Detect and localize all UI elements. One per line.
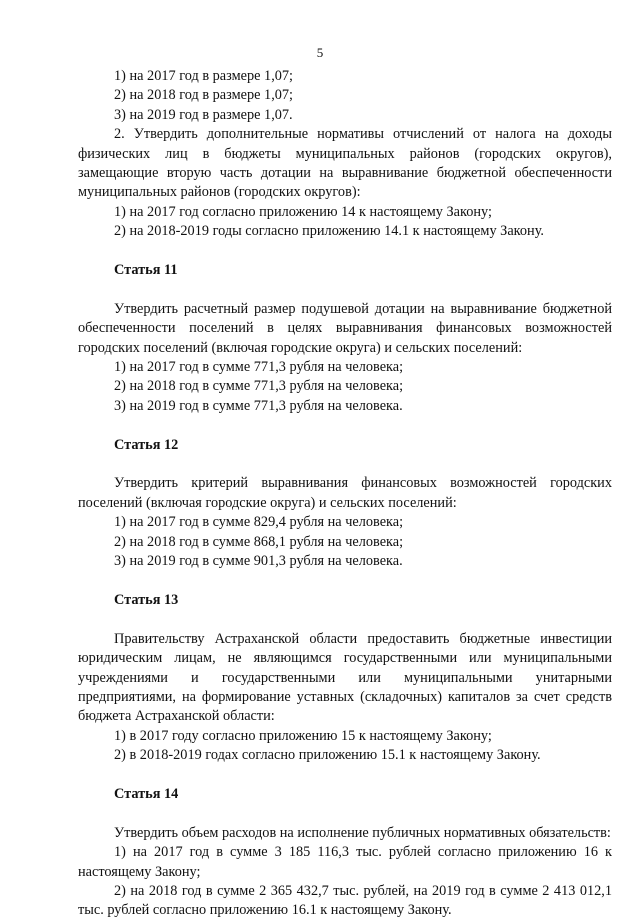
document-body [78, 67, 612, 921]
article-12-text: Утвердить критерий выравнивания финансовых возможностей городских поселений (включая городские округа) и сельских поселений: [78, 475, 612, 511]
list-item: 2) на 2018 год в сумме 771,3 рубля на человека; [114, 378, 404, 395]
page-number: 5 [316, 45, 324, 60]
list-item: 3) на 2019 год в сумме 901,3 рубля на человека. [114, 553, 403, 570]
article-13-heading: Статья 13 [114, 591, 179, 608]
list-item: 2) на 2018 год в сумме 868,1 рубля на человека; [114, 533, 404, 550]
list-item: 2) на 2018-2019 годы согласно приложению 14.1 к настоящему Закону. [114, 223, 544, 240]
list-item: 1) в 2017 году согласно приложению 15 к настоящему Закону; [114, 727, 492, 744]
list-item: 1) на 2017 год в сумме 3 185 116,3 тыс. рублей согласно приложению 16 к настоящему Закону; [78, 844, 612, 880]
list-item: 2) на 2018 год в сумме 2 365 432,7 тыс. рублей, на 2019 год в сумме 2 413 012,1 тыс. рублей согласно приложению 16.1 к настоящему Закону. [78, 882, 612, 919]
article-11-heading: Статья 11 [114, 262, 178, 279]
list-item: 2) на 2018 год в размере 1,07; [114, 87, 294, 104]
article-13-text: Правительству Астраханской области предоставить бюджетные инвестиции юридическим лицам, не являющимся государственными или муниципальными учреждениями и государственными или муниципальными унитарными предприятиями, на формирование уставных (складочных) капиталов за счет средств бюджета Астраханской области: [78, 630, 612, 725]
list-item: 3) на 2019 год в сумме 771,3 рубля на человека. [114, 397, 403, 414]
list-item: 1) на 2017 год согласно приложению 14 к настоящему Закону; [114, 203, 492, 220]
list-item: 3) на 2019 год в размере 1,07. [114, 106, 293, 123]
list-item: 1) на 2017 год в сумме 829,4 рубля на человека; [114, 514, 404, 531]
article-12-heading: Статья 12 [114, 436, 179, 453]
list-item: 1) на 2017 год в сумме 771,3 рубля на человека; [114, 359, 404, 376]
article-14-text: Утвердить объем расходов на исполнение публичных нормативных обязательств: [114, 824, 611, 841]
list-item: 1) на 2017 год в размере 1,07; [114, 68, 294, 84]
list-item: 2) в 2018-2019 годах согласно приложению 15.1 к настоящему Закону. [114, 747, 541, 764]
article-14-heading: Статья 14 [114, 785, 179, 802]
paragraph-item-2: 2. Утвердить дополнительные нормативы отчислений от налога на доходы физических лиц в бюджеты муниципальных районов (городских округов), замещающие вторую часть дотации на выравнивание бюджетной обеспеченности муниципальных районов (городских округов): [78, 126, 612, 201]
article-11-text: Утвердить расчетный размер подушевой дотации на выравнивание бюджетной обеспеченности поселений в целях выравнивания финансовых возможностей городских поселений (включая городские округа) и сельских поселений: [78, 300, 612, 356]
